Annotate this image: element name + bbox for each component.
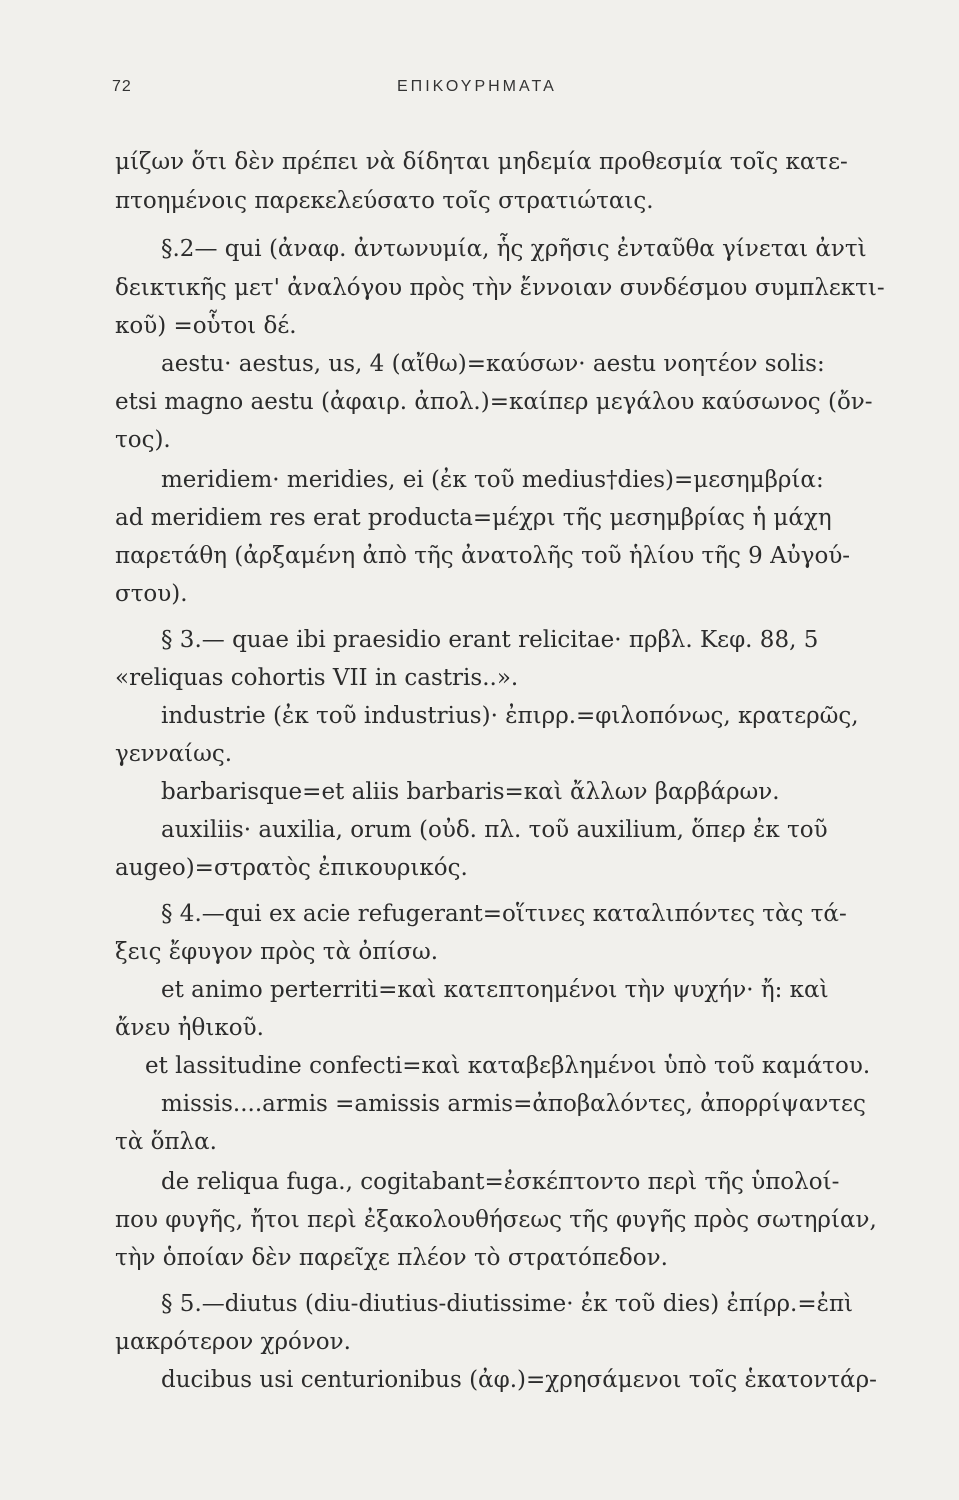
- text-line: augeo)=στρατὸς ἐπικουρικός.: [115, 855, 468, 881]
- text-line: et lassitudine confecti=καὶ καταβεβλημένοι ὑπὸ τοῦ καμάτου.: [145, 1053, 871, 1079]
- text-line: παρετάθη (ἀρξαμένη ἀπὸ τῆς ἀνατολῆς τοῦ ἡλίου τῆς 9 Αὐγού-: [115, 543, 851, 569]
- text-line: auxiliis· auxilia, orum (οὐδ. πλ. τοῦ auxilium, ὅπερ ἐκ τοῦ: [161, 817, 828, 843]
- text-line: §.2— qui (ἀναφ. ἀντωνυμία, ἧς χρῆσις ἐνταῦθα γίνεται ἀντὶ: [161, 236, 867, 262]
- text-line: κοῦ) =οὗτοι δέ.: [115, 313, 297, 339]
- text-line: et animo perterriti=καὶ κατεπτοημένοι τὴν ψυχήν· ἤ: καὶ: [161, 977, 829, 1003]
- text-line: μακρότερον χρόνον.: [115, 1329, 351, 1355]
- running-head: ΕΠΙΚΟΥΡΗΜΑΤΑ: [397, 78, 557, 95]
- text-line: «reliquas cohortis VII in castris..».: [115, 665, 519, 691]
- text-line: etsi magno aestu (ἀφαιρ. ἀπολ.)=καίπερ μεγάλου καύσωνος (ὄν-: [115, 389, 873, 415]
- text-line: § 3.— quae ibi praesidio erant relicitae· πρβλ. Κεφ. 88, 5: [161, 627, 819, 653]
- text-line: δεικτικῆς μετ' ἀναλόγου πρὸς τὴν ἔννοιαν συνδέσμου συμπλεκτι-: [115, 275, 885, 301]
- text-line: τὰ ὅπλα.: [115, 1129, 217, 1155]
- text-line: aestu· aestus, us, 4 (αἴθω)=καύσων· aestu νοητέον solis:: [161, 351, 825, 377]
- text-line: γενναίως.: [115, 741, 233, 767]
- text-line: στου).: [115, 581, 188, 607]
- text-line: τὴν ὁποίαν δὲν παρεῖχε πλέον τὸ στρατόπεδον.: [115, 1245, 668, 1271]
- text-line: § 4.—qui ex acie refugerant=οἵτινες καταλιπόντες τὰς τά-: [161, 901, 847, 927]
- text-line: μίζων ὅτι δὲν πρέπει νὰ δίδηται μηδεμία προθεσμία τοῖς κατε-: [115, 149, 848, 175]
- text-line: πτοημένοις παρεκελεύσατο τοῖς στρατιώταις.: [115, 188, 654, 214]
- text-line: τος).: [115, 427, 171, 453]
- text-line: ξεις ἔφυγον πρὸς τὰ ὀπίσω.: [115, 939, 439, 965]
- text-line: industrie (ἐκ τοῦ industrius)· ἐπιρρ.=φιλοπόνως, κρατερῶς,: [161, 703, 859, 729]
- text-line: missis....armis =amissis armis=ἀποβαλόντες, ἀπορρίψαντες: [161, 1091, 866, 1117]
- text-line: ἄνευ ἠθικοῦ.: [115, 1015, 264, 1041]
- page-number: 72: [112, 78, 132, 95]
- text-line: de reliqua fuga., cogitabant=ἐσκέπτοντο περὶ τῆς ὑπολοί-: [161, 1169, 840, 1195]
- text-line: barbarisque=et aliis barbaris=καὶ ἄλλων βαρβάρων.: [161, 779, 780, 805]
- text-line: meridiem· meridies, ei (ἐκ τοῦ medius†dies)=μεσημβρία:: [161, 467, 824, 493]
- text-line: ad meridiem res erat producta=μέχρι τῆς μεσημβρίας ἡ μάχη: [115, 505, 832, 531]
- text-line: § 5.—diutus (diu-diutius-diutissime· ἐκ τοῦ dies) ἐπίρρ.=ἐπὶ: [161, 1291, 854, 1317]
- text-line: ducibus usi centurionibus (ἀφ.)=χρησάμενοι τοῖς ἑκατοντάρ-: [161, 1367, 877, 1393]
- page-header: [112, 78, 872, 108]
- text-line: που φυγῆς, ἤτοι περὶ ἐξακολουθήσεως τῆς φυγῆς πρὸς σωτηρίαν,: [115, 1207, 877, 1233]
